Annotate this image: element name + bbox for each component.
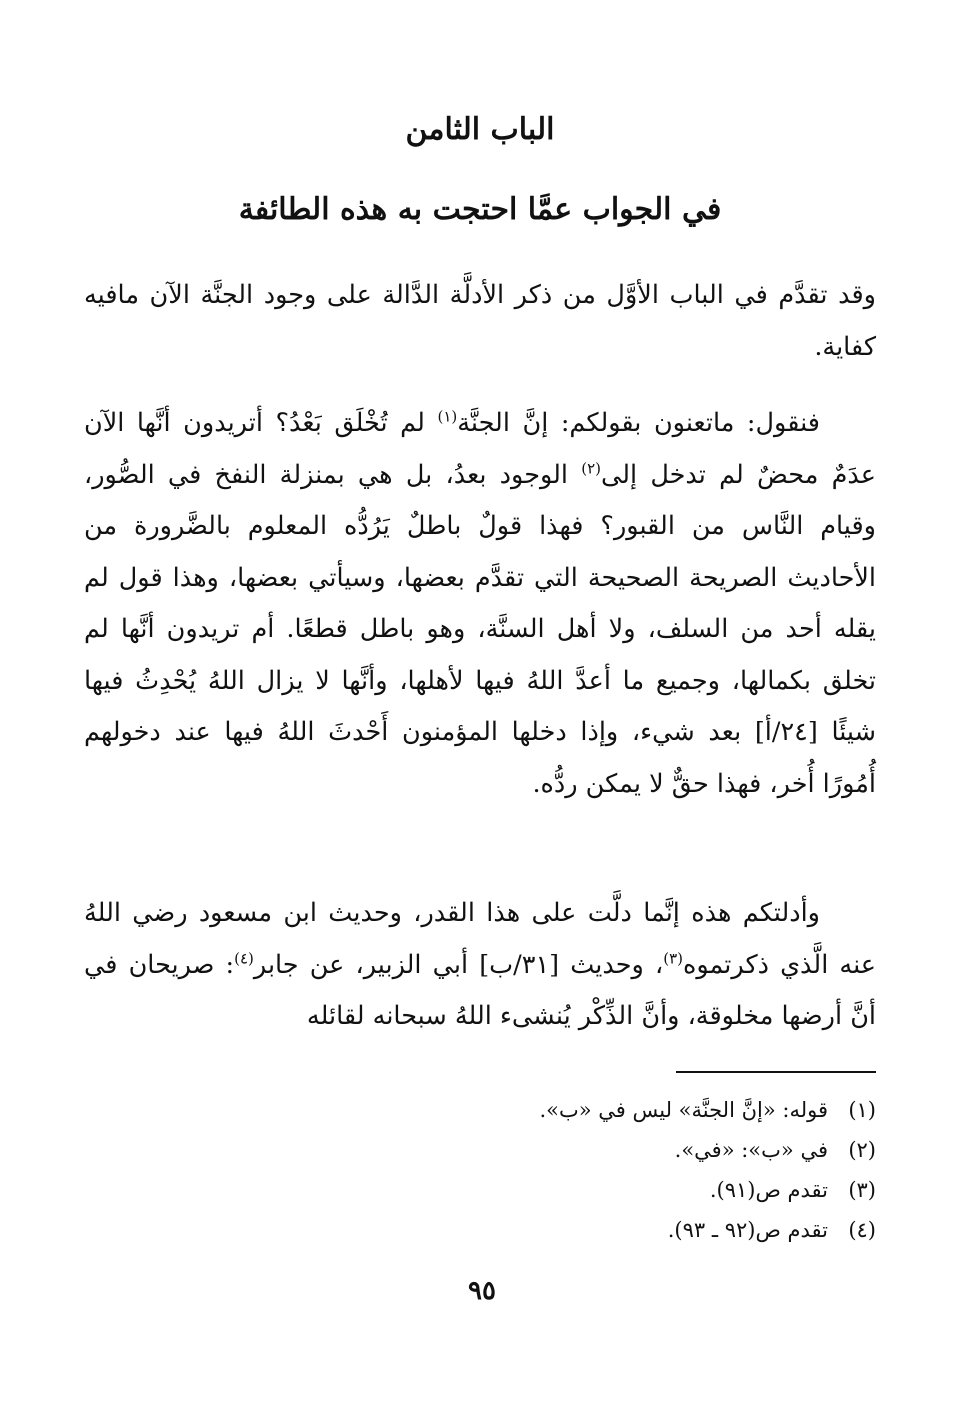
footnote-item [84, 1210, 876, 1250]
footnote-divider [676, 1071, 876, 1073]
paragraph-2-part-b: لم تُخْلَق بَعْدُ؟ أتريدون أنَّها الآن عدَمٌ محضٌ لم تدخل إلى [84, 408, 876, 490]
footnote-marker-3: (٣) [663, 949, 683, 967]
footnote-text: في «ب»: «في». [674, 1138, 828, 1162]
footnote-text: تقدم ص(٩١). [709, 1178, 828, 1202]
footnote-item [84, 1130, 876, 1170]
paragraph-2 [84, 398, 876, 810]
footnotes-list [84, 1090, 876, 1250]
paragraph-1: وقد تقدَّم في الباب الأوَّل من ذكر الأدلَّة الدَّالة على وجود الجنَّة الآن مافيه كفاية. [84, 280, 876, 362]
page-number: ٩٥ [468, 1276, 496, 1306]
footnote-number: (١) [848, 1098, 876, 1122]
footnote-text: تقدم ص(٩٢ ـ ٩٣). [667, 1218, 828, 1242]
paragraph-2-part-a: فنقول: ماتعنون بقولكم: إنَّ الجنَّة [457, 408, 821, 438]
footnote-number: (٢) [848, 1138, 876, 1162]
footnote-marker-2: (٢) [581, 459, 601, 477]
footnote-number: (٣) [848, 1178, 876, 1202]
paragraph-3-part-b: ، وحديث [٣١/ب] أبي الزبير، عن جابر [253, 949, 664, 980]
footnote-text: قوله: «إنَّ الجنَّة» ليس في «ب». [539, 1098, 828, 1122]
paragraph-3-part-a: وأدلتكم هذه إنَّما دلَّت على هذا القدر، وحديث ابن مسعود رضي اللهُ عنه الَّذي ذكرتموه [84, 898, 876, 980]
chapter-title: الباب الثامن [405, 112, 555, 147]
footnote-number: (٤) [848, 1218, 876, 1242]
paragraph-2-part-c: الوجود بعدُ، بل هي بمنزلة النفخ في الصُّور، وقيام النَّاس من القبور؟ فهذا قولٌ باطلٌ يَرُدُّه المعلوم بالضَّرورة من الأحاديث الصريحة الصحيحة التي تقدَّم بعضها، وسيأتي بعضها، وهذا قول لم يقله أحد من السلف، ولا أهل السنَّة، وهو باطل قطعًا. أم تريدون أنَّها لم تخلق بكمالها، وجميع ما أعدَّ اللهُ فيها لأهلها، وأنَّها لا يزال اللهُ يُحْدِثُ فيها شيئًا [٢٤/أ] بعد شيء، وإذا دخلها المؤمنون أَحْدثَ اللهُ فيها عند دخولهم أُمُورًا أُخر، فهذا حقٌّ لا يمكن ردُّه. [84, 459, 876, 799]
chapter-subtitle: في الجواب عمَّا احتجت به هذه الطائفة [238, 192, 722, 227]
footnote-marker-4: (٤) [234, 949, 254, 967]
footnote-item [84, 1090, 876, 1130]
footnote-item [84, 1170, 876, 1210]
footnote-marker-1: (١) [437, 407, 458, 426]
paragraph-3 [84, 888, 876, 1043]
paragraph-3-part-c: : صريحان في أنَّ أرضها مخلوقة، وأنَّ الذِّكْر يُنشىء اللهُ سبحانه لقائله [84, 949, 876, 1031]
